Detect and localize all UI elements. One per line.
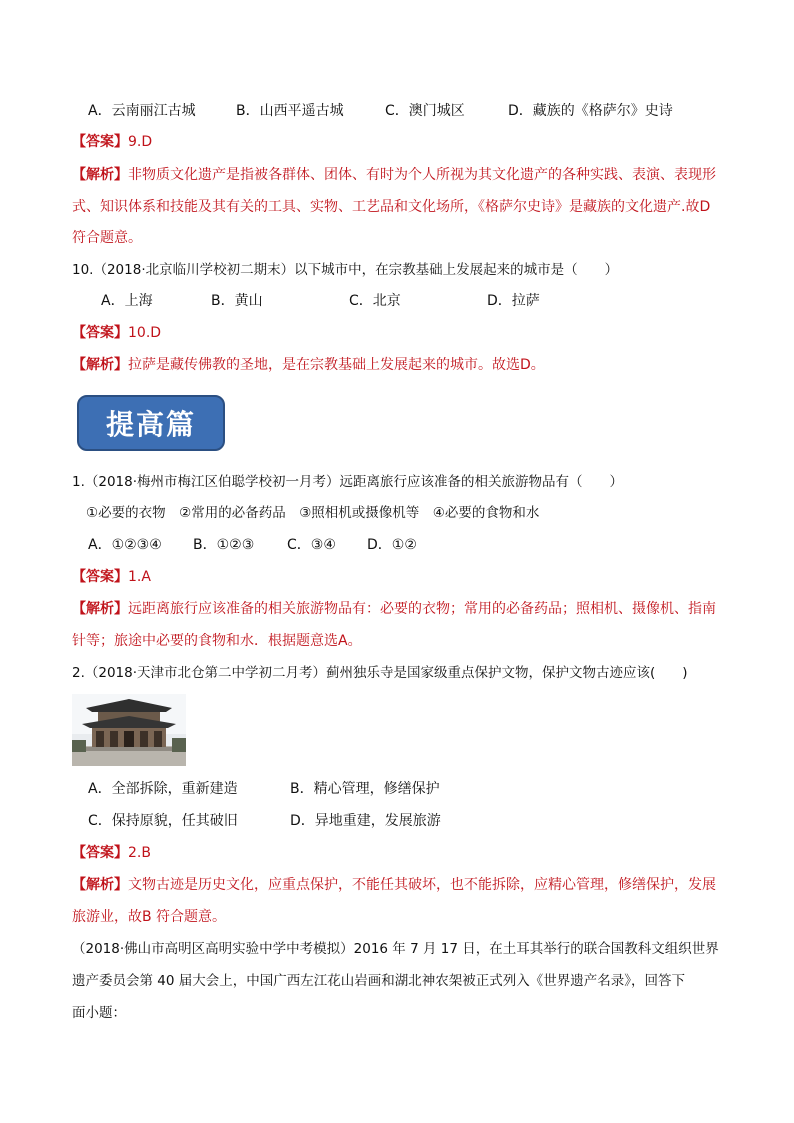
p1-analysis-line-1 (72, 599, 716, 619)
p2-analysis-line-2: 旅游业，故B 符合题意。 (72, 909, 227, 925)
analysis-tag: 【解析】 (72, 357, 128, 373)
temple-photo (72, 694, 186, 766)
q9-option-d: D．藏族的《格萨尔》史诗 (508, 103, 673, 119)
answer-value: 10.D (128, 325, 162, 341)
q10-option-c: C．北京 (349, 293, 401, 309)
analysis-text: 远距离旅行应该准备的相关旅游物品有：必要的衣物；常用的必备药品；照相机、摄像机、指南 (128, 601, 716, 617)
p2-option-c: C．保持原貌，任其破旧 (88, 813, 238, 829)
p3-intro-line-3: 面小题： (72, 1005, 126, 1021)
p2-option-a: A．全部拆除，重新建造 (88, 781, 238, 797)
answer-value: 2.B (128, 845, 151, 861)
answer-value: 1.A (128, 569, 151, 585)
analysis-text: 非物质文化遗产是指被各群体、团体、有时为个人所视为其文化遗产的各种实践、表演、表现形 (128, 167, 716, 183)
analysis-tag: 【解析】 (72, 877, 128, 893)
section-banner: 提高篇 (77, 395, 225, 451)
p1-analysis-line-2: 针等；旅途中必要的食物和水．根据题意选A。 (72, 633, 362, 649)
p3-intro-line-2: 遗产委员会第 40 届大会上，中国广西左江花山岩画和湖北神农架被正式列入《世界遗产名录》，回答下 (72, 973, 686, 989)
answer-tag: 【答案】 (72, 569, 128, 585)
q10-option-a: A．上海 (101, 293, 153, 309)
p2-answer (72, 843, 151, 863)
answer-tag: 【答案】 (72, 134, 128, 150)
p2-stem: 2.（2018·天津市北仓第二中学初二月考）蓟州独乐寺是国家级重点保护文物，保护文物古迹应该( ) (72, 665, 688, 681)
answer-tag: 【答案】 (72, 845, 128, 861)
p1-option-d: D．①② (367, 537, 417, 553)
q10-option-b: B．黄山 (211, 293, 263, 309)
analysis-text: 文物古迹是历史文化，应重点保护，不能任其破坏，也不能拆除，应精心管理，修缮保护，发展 (128, 877, 716, 893)
q9-analysis-line-1 (72, 165, 716, 185)
p2-option-d: D．异地重建，发展旅游 (290, 813, 441, 829)
q10-option-d: D．拉萨 (487, 293, 540, 309)
p3-intro-line-1: （2018·佛山市高明区高明实验中学中考模拟）2016 年 7 月 17 日，在土耳其举行的联合国教科文组织世界 (72, 941, 719, 957)
p2-option-b: B．精心管理，修缮保护 (290, 781, 440, 797)
p1-answer (72, 567, 151, 587)
p1-option-c: C．③④ (287, 537, 336, 553)
p1-option-a: A．①②③④ (88, 537, 162, 553)
p1-stem: 1.（2018·梅州市梅江区伯聪学校初一月考）远距离旅行应该准备的相关旅游物品有（ ） (72, 474, 624, 490)
analysis-tag: 【解析】 (72, 601, 128, 617)
answer-tag: 【答案】 (72, 325, 128, 341)
q9-analysis-line-3: 符合题意。 (72, 230, 142, 246)
q9-option-c: C．澳门城区 (385, 103, 465, 119)
p2-analysis-line-1 (72, 875, 716, 895)
analysis-tag: 【解析】 (72, 167, 128, 183)
p1-items: ①必要的衣物 ②常用的必备药品 ③照相机或摄像机等 ④必要的食物和水 (86, 505, 540, 521)
analysis-text: 拉萨是藏传佛教的圣地，是在宗教基础上发展起来的城市。故选D。 (128, 357, 545, 373)
q9-analysis-line-2: 式、知识体系和技能及其有关的工具、实物、工艺品和文化场所，《格萨尔史诗》是藏族的文化遗产.故D (72, 199, 711, 215)
q10-stem: 10.（2018·北京临川学校初二期末）以下城市中，在宗教基础上发展起来的城市是（ ） (72, 262, 619, 278)
p1-option-b: B．①②③ (193, 537, 255, 553)
answer-value: 9.D (128, 134, 153, 150)
q10-analysis (72, 355, 545, 375)
q9-option-b: B．山西平遥古城 (236, 103, 344, 119)
q9-option-a: A．云南丽江古城 (88, 103, 196, 119)
q9-answer (72, 132, 152, 152)
q10-answer (72, 323, 161, 343)
